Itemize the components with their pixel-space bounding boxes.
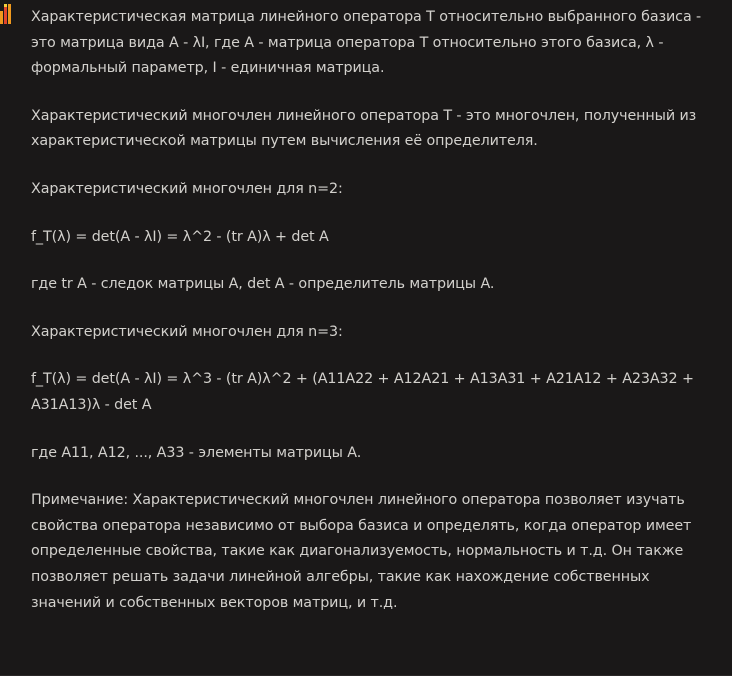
paragraph-n2-heading: Характеристический многочлен для n=2: bbox=[31, 180, 343, 197]
paragraph-characteristic-matrix: Характеристическая матрица линейного оператора T относительно выбранного базиса - это матрица вида A - λI, где A - матрица оператора T относительно этого базиса, λ - формальный параметр, I - единичная матрица. bbox=[31, 9, 702, 77]
formula-n3: f_T(λ) = det(A - λI) = λ^3 - (tr A)λ^2 + (A11A22 + A12A21 + A13A31 + A21A12 + A23A32 + A31A13)λ - det A bbox=[31, 371, 694, 413]
formula-n2: f_T(λ) = det(A - λI) = λ^2 - (tr A)λ + det A bbox=[31, 228, 329, 245]
paragraph-n2-explanation: где tr A - следок матрицы A, det A - определитель матрицы A. bbox=[31, 276, 495, 293]
paragraph-n3-explanation: где A11, A12, ..., A33 - элементы матрицы A. bbox=[31, 444, 362, 461]
paragraph-note: Примечание: Характеристический многочлен линейного оператора позволяет изучать свойства оператора независимо от выбора базиса и определять, когда оператор имеет определенные свойства, такие как диагонализуемость, нормальность и т.д. Он также позволяет решать задачи линейной алгебры, такие как нахождение собственных значений и собственных векторов матриц, и т.д. bbox=[31, 492, 692, 611]
paragraph-characteristic-polynomial: Характеристический многочлен линейного оператора T - это многочлен, полученный из характеристической матрицы путем вычисления её определителя. bbox=[31, 107, 697, 150]
paragraph-n3-heading: Характеристический многочлен для n=3: bbox=[31, 323, 343, 340]
message-content bbox=[31, 5, 723, 638]
assistant-logo-icon bbox=[0, 4, 12, 24]
